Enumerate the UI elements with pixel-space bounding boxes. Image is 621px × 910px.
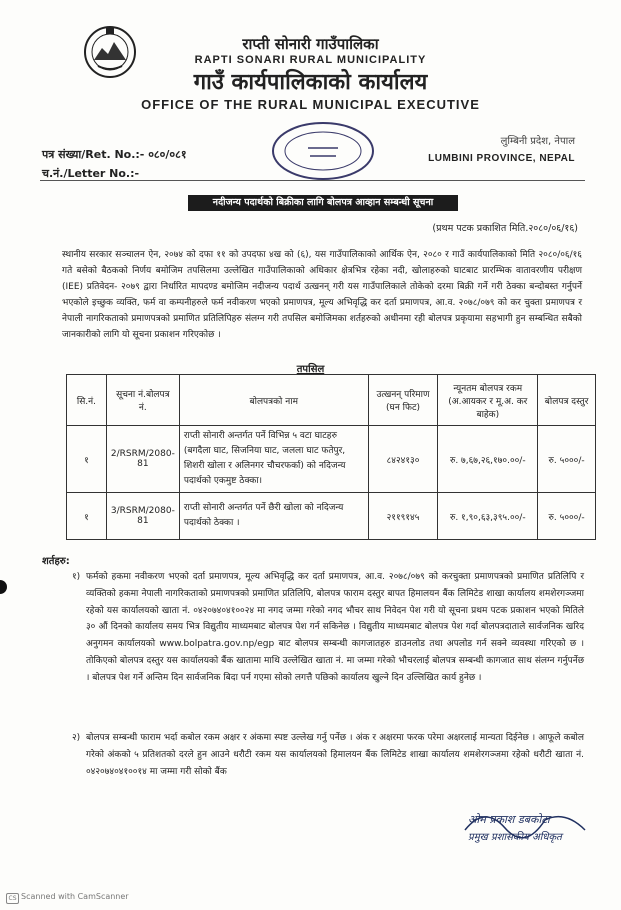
cell-quantity: ८४२४१३० [368, 426, 438, 493]
signatory-name: ओम प्रकाश डबकोटा [468, 813, 550, 826]
table-caption: तपसिल [296, 364, 325, 375]
table-row [67, 426, 596, 493]
cell-quantity: २११९१४५ [368, 493, 438, 540]
scanner-watermark [6, 892, 129, 904]
office-name-en: OFFICE OF THE RURAL MUNICIPAL EXECUTIVE [141, 97, 480, 112]
table-header-row [67, 375, 596, 426]
cell-notice-no: 3/RSRM/2080-81 [106, 493, 179, 540]
publication-date: (प्रथम पटक प्रकाशित मिति.२०८०/०६/१६) [432, 223, 578, 234]
cell-notice-no: 2/RSRM/2080-81 [106, 426, 179, 493]
signatory-title: प्रमुख प्रशासकीय अधिकृत [468, 832, 562, 843]
col-notice-no: सूचना नं.बोलपत्र नं. [106, 375, 179, 426]
notice-title: नदीजन्य पदार्थको बिक्रीका लागि बोलपत्र आव्हान सम्बन्धी सूचना [188, 195, 458, 211]
reference-number: पत्र संख्या/Ret. No.:- ०८०/०८१ [42, 148, 187, 161]
scanner-label: Scanned with CamScanner [21, 892, 129, 901]
letter-number: च.नं./Letter No.:- [42, 167, 140, 180]
office-stamp-icon [268, 118, 378, 184]
municipality-name-np: राप्ती सोनारी गाउँपालिका [242, 35, 379, 53]
camscanner-icon: CS [6, 893, 19, 904]
cell-fee: रु. ५०००/- [538, 426, 596, 493]
cell-sn: १ [67, 493, 107, 540]
condition-text: बोलपत्र सम्बन्धी फाराम भर्दा कबोल रकम अक्षर र अंकमा स्पष्ट उल्लेख गर्नु पर्नेछ । अंक र अक्षरमा फरक परेमा अक्षरलाई मान्यता दिईनेछ । आफूले कबोल गरेको अंकको ५ प्रतिशतको दरले हुन आउने धरौटी रकम यस कार्यालयको हिमालयन बैंक लिमिटेड शाखा कार्यालय शमशेरगञ्जमा रहेको धरौटी खाता नं. ०४२०७४०४१००१४ मा जम्मा गरी सोको बैंक [86, 733, 584, 777]
header-divider [40, 180, 585, 181]
office-name-np: गाउँ कार्यपालिकाको कार्यालय [193, 70, 428, 95]
condition-number: २) [72, 733, 81, 743]
conditions-heading: शर्तहरु: [42, 556, 70, 567]
col-quantity: उत्खनन् परिमाण (घन फिट) [368, 375, 438, 426]
cell-min-amount: रु. ७,६७,२६,१७०.००/- [438, 426, 538, 493]
municipality-name-en: RAPTI SONARI RURAL MUNICIPALITY [194, 54, 427, 66]
scan-edge-mark [0, 580, 7, 594]
notice-body: स्थानीय सरकार सञ्चालन ऐन, २०७४ को दफा ११ को उपदफा ४ख को (६), यस गाउँपालिकाको आर्थिक ऐन, २०८० र गाउँ कार्यपालिकाको मिति २०८०/०६/१६ गते बसेको बैठकको निर्णय बमोजिम तपसिलमा उल्लेखित गाउँपालिकाको अधिकार क्षेत्रभित्र रहेका नदी, खोलाहरुको घाटबाट प्रारम्भिक वातावरणीय परीक्षण (IEE) प्रतिवेदन- २०७९ द्वारा निर्धारित मापदण्ड बमोजिम नदीजन्य पदार्थ उत्खनन् गरी यस गाउँपालिकाले तोकेको दरमा बिक्री गर्ने गरी ठेक्का बन्दोबस्त गर्नुपर्ने भएकोले इच्छुक व्यक्ति, फर्म वा कम्पनीहरुले फर्म नवीकरण भएको प्रमाणपत्र, मूल्य अभिवृद्धि कर दर्ता प्रमाणपत्र, आ.व. २०७८/०७९ को कर चुक्ता प्रमाणपत्र र नेपाली नागरिकताको प्रमाणपत्रको प्रमाणित प्रतिलिपिहरु संलग्न गरी तपसिल बमोजिमका शर्तहरुको अधीनमा रही बोलपत्र प्रकृयामा सहभागी हुन सम्बन्धित सबैको जानकारीको लागि यो सूचना प्रकाशन गरिएकोछ । [62, 250, 582, 340]
province-en: LUMBINI PROVINCE, NEPAL [428, 153, 575, 164]
condition-number: १) [72, 572, 81, 582]
col-bid-name: बोलपत्रको नाम [179, 375, 368, 426]
cell-min-amount: रु. १,९०,६३,३९५.००/- [438, 493, 538, 540]
cell-bid-name: राप्ती सोनारी अन्तर्गत पर्ने छैरी खोला को नदिजन्य पदार्थको ठेक्का । [179, 493, 368, 540]
cell-fee: रु. ५०००/- [538, 493, 596, 540]
col-sn: सि.नं. [67, 375, 107, 426]
bid-table [66, 374, 596, 540]
col-fee: बोलपत्र दस्तुर [538, 375, 596, 426]
province-np: लुम्बिनी प्रदेश, नेपाल [500, 136, 575, 147]
condition-text: फर्मको हकमा नवीकरण भएको दर्ता प्रमाणपत्र, मूल्य अभिवृद्धि कर दर्ता प्रमाणपत्र, आ.व. २०७८/०७९ को करचुक्ता प्रमाणपत्रको प्रमाणित प्रतिलिपि र व्यक्तिको हकमा नेपाली नागरिकताको प्रमाणपत्रको प्रमाणित प्रतिलिपि, बोलपत्र फाराम दस्तुर बापत हिमालयन बैंक लिमिटेड शाखा कार्यालय शमशेरगञ्जमा रहेको यस कार्यालयको खाता नं. ०४२०७४०४१००२४ मा नगद जम्मा गरेको नगद भौचर साथ निवेदन पेश गरी यो सूचना प्रथम पटक प्रकाशन भएको मितिले ३० औं दिनको कार्यालय समय भित्र विद्युतीय माध्यमबाट बोलपत्र पेश गर्न सकिनेछ । विद्युतीय माध्यमबाट बोलपत्र पेश गर्दा बोलपत्रदाताले सार्वजनिक खरिद अनुगमन कार्यालयको www.bolpatra.gov.np/egp बाट बोलपत्र सम्बन्धी कागजातहरु डाउनलोड तथा अपलोड गर्न सक्ने व्यवस्था गरिएको छ । तोकिएको बोलपत्र दस्तुर यस कार्यालयको बैंक खातामा माथि उल्लेखित खाता नं. मा जम्मा गरेको भौचरलाई बोलपत्र सम्बन्धी कागजात साथ संलग्न गर्नुपर्नेछ । बोलपत्र पेश गर्ने अन्तिम दिन सार्वजनिक बिदा पर्न गएमा सोको लगत्तै पछिको कार्यालय खुल्ने दिन उल्लिखित कार्य हुनेछ । [86, 572, 584, 683]
cell-bid-name: राप्ती सोनारी अन्तर्गत पर्ने विभिन्न ५ वटा घाटहरु (बगदैला घाट, सिजनिया घाट, जलला घाट फतेपुर, शिशरी खोला र अलिनगर चौचरफर्का) को नदिजन्य पदार्थको एकमुष्ट ठेक्का। [179, 426, 368, 493]
col-min-amount: न्यूनतम बोलपत्र रकम (अ.आयकर र मू.अ. कर बाहेक) [438, 375, 538, 426]
cell-sn: १ [67, 426, 107, 493]
table-row [67, 493, 596, 540]
